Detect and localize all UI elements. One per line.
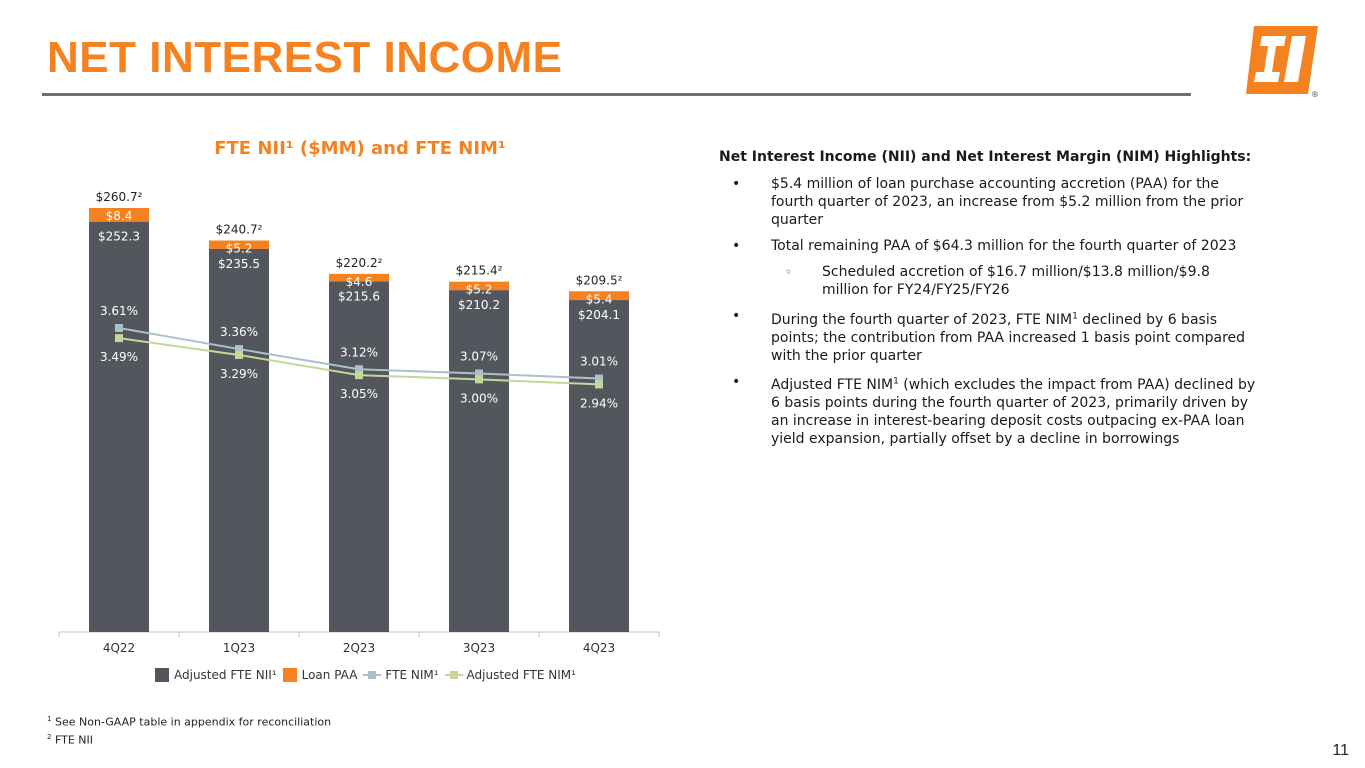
page-title: NET INTEREST INCOME xyxy=(47,33,563,82)
registered-mark: ® xyxy=(1311,90,1319,99)
highlight-bullet xyxy=(719,237,1259,255)
page-number: 11 xyxy=(1332,742,1349,759)
chart-title: FTE NII¹ ($MM) and FTE NIM¹ xyxy=(214,138,506,159)
bullet-marker: • xyxy=(732,373,741,390)
legend-item-fte-nim xyxy=(363,668,438,682)
legend-label: Adjusted FTE NIM¹ xyxy=(466,668,576,682)
footnote-1: $^1$ See Non-GAAP table in appendix for reconciliation xyxy=(47,715,332,729)
adjusted-fte-nim-marker xyxy=(475,375,483,383)
adjusted-fte-nim-marker xyxy=(115,334,123,342)
bar-adjusted-fte-nii xyxy=(329,281,389,632)
data-label-total-fte-nii: $209.5² xyxy=(575,273,623,288)
adjusted-fte-nim-label: 3.29% xyxy=(219,366,259,381)
legend-swatch xyxy=(155,668,169,682)
data-label-total-fte-nii: $220.2² xyxy=(335,255,383,270)
data-label-loan-paa: $5.2 xyxy=(225,241,253,256)
x-tick-label: 4Q22 xyxy=(102,641,136,655)
legend-label: FTE NIM¹ xyxy=(385,668,439,682)
legend-label: Adjusted FTE NII¹ xyxy=(174,668,277,682)
data-label-adjusted-fte-nii: $215.6 xyxy=(338,289,380,304)
footnotes xyxy=(47,712,331,747)
adjusted-fte-nim-marker xyxy=(595,380,603,388)
fib-logo-icon xyxy=(1240,24,1324,100)
x-tick-label: 4Q23 xyxy=(582,641,616,655)
data-label-adjusted-fte-nii: $210.2 xyxy=(458,298,500,313)
bullet-text: During the fourth quarter of 2023, FTE NIM$^1$ declined by 6 basis points; the contribution from PAA increased 1 basis point compared with the prior quarter xyxy=(771,311,1246,364)
bullet-marker: • xyxy=(732,176,741,192)
adjusted-fte-nim-label: 2.94% xyxy=(579,396,619,411)
fte-nim-label: 3.61% xyxy=(99,304,139,318)
footnote-2: $^2$ FTE NII xyxy=(47,732,93,747)
bar-adjusted-fte-nii xyxy=(89,222,149,632)
data-label-loan-paa: $4.6 xyxy=(345,274,373,289)
bullet-text: Total remaining PAA of $64.3 million for the fourth quarter of 2023 xyxy=(771,238,1237,254)
legend-swatch xyxy=(445,668,463,682)
fte-nim-label: 3.01% xyxy=(579,354,619,369)
fte-nim-marker xyxy=(115,324,123,332)
legend-item-adjusted-fte-nim xyxy=(445,668,576,682)
bullet-marker: • xyxy=(732,238,741,254)
x-tick-label: 3Q23 xyxy=(462,641,496,655)
sub-bullet-marker: ◦ xyxy=(785,265,793,279)
bar-adjusted-fte-nii xyxy=(569,300,629,632)
data-label-loan-paa: $5.2 xyxy=(465,282,493,297)
fte-nim-label: 3.36% xyxy=(219,325,259,340)
nii-nim-chart xyxy=(0,0,700,700)
adjusted-fte-nim-label: 3.49% xyxy=(99,350,139,365)
adjusted-fte-nim-label: 3.00% xyxy=(459,391,499,406)
sub-bullet-text: Scheduled accretion of $16.7 million/$13.8 million/$9.8 million for FY24/FY25/FY26 xyxy=(822,264,1210,298)
data-label-adjusted-fte-nii: $204.1 xyxy=(578,308,620,323)
data-label-adjusted-fte-nii: $235.5 xyxy=(218,256,260,271)
legend-swatch xyxy=(283,668,297,682)
bullet-text: $5.4 million of loan purchase accounting accretion (PAA) for the fourth quarter of 2023, an increase from $5.2 million from the prior quarter xyxy=(771,176,1244,228)
adjusted-fte-nim-marker xyxy=(355,371,363,379)
fte-nim-label: 3.07% xyxy=(459,349,499,364)
highlight-bullet xyxy=(719,373,1259,449)
data-label-loan-paa: $8.4 xyxy=(105,209,133,223)
fte-nim-label: 3.12% xyxy=(339,345,379,360)
highlight-bullet xyxy=(719,307,1259,365)
data-label-total-fte-nii: $260.7² xyxy=(95,190,143,204)
data-label-loan-paa: $5.4 xyxy=(585,292,613,307)
legend-item-loan-paa xyxy=(283,668,358,682)
bullet-text: Adjusted FTE NIM$^1$ (which excludes the impact from PAA) declined by 6 basis points during the fourth quarter of 2023, primarily driven by an increase in interest-bearing deposit costs outpacing ex-PAA loan yield expansion, partially offset by a decline in borrowings xyxy=(771,376,1256,448)
data-label-adjusted-fte-nii: $252.3 xyxy=(98,229,140,244)
legend-label: Loan PAA xyxy=(301,668,358,682)
x-tick-label: 2Q23 xyxy=(342,641,376,655)
data-label-total-fte-nii: $240.7² xyxy=(215,222,263,237)
highlight-bullet xyxy=(719,175,1259,229)
highlights-title: Net Interest Income (NII) and Net Interest Margin (NIM) Highlights: xyxy=(719,149,1252,165)
x-tick-label: 1Q23 xyxy=(222,641,256,655)
highlight-sub-bullet xyxy=(719,263,1259,299)
adjusted-fte-nim-marker xyxy=(235,351,243,359)
bar-adjusted-fte-nii xyxy=(209,249,269,632)
bar-adjusted-fte-nii xyxy=(449,290,509,632)
legend-item-adjusted-fte-nii xyxy=(155,668,277,682)
adjusted-fte-nim-label: 3.05% xyxy=(339,387,379,402)
bullet-marker: • xyxy=(732,308,741,324)
legend-swatch xyxy=(363,668,381,682)
highlights-panel xyxy=(719,148,1259,456)
data-label-total-fte-nii: $215.4² xyxy=(455,263,503,278)
chart-legend xyxy=(155,668,582,682)
